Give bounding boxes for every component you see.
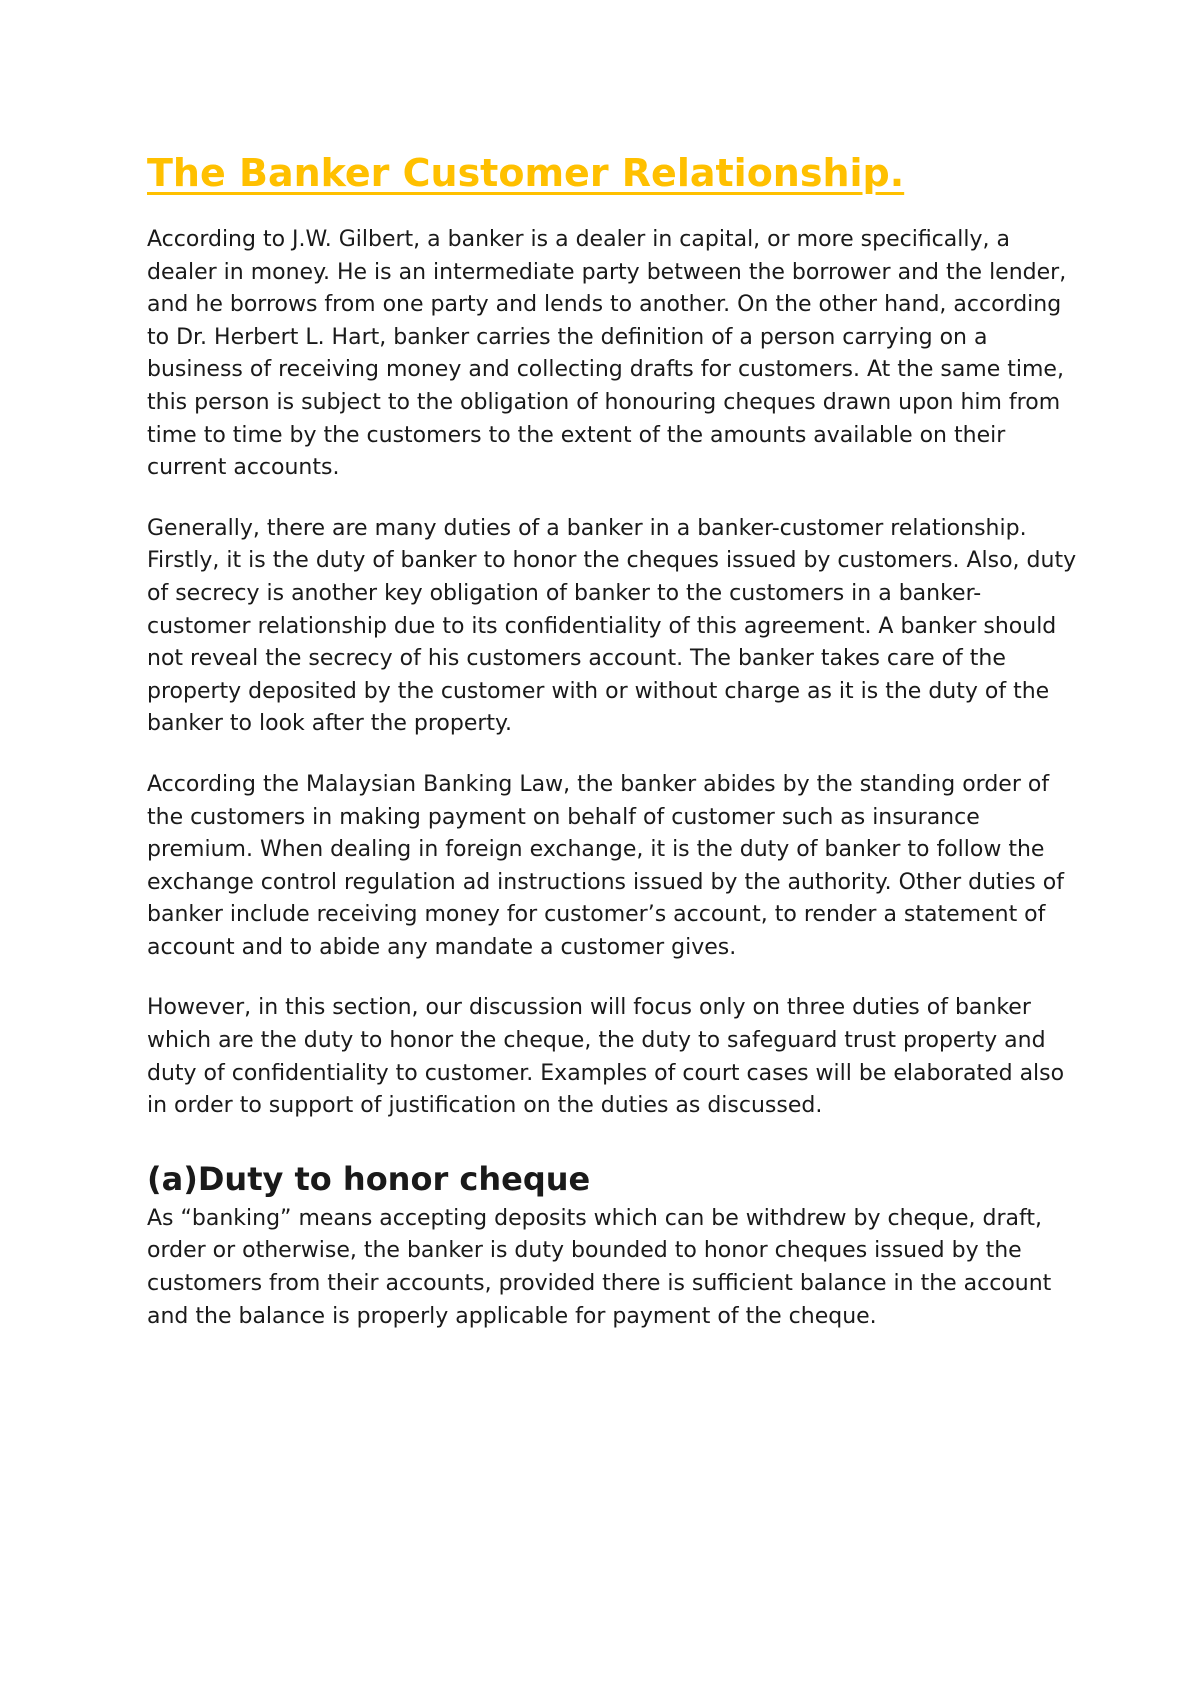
document-page <box>147 150 1077 1361</box>
paragraph-duty-to-honor-cheque: As “banking” means accepting deposits which can be withdrew by cheque, draft, order or otherwise, the banker is duty bounded to honor cheques issued by the customers from their accounts, provided there is sufficient balance in the account and the balance is properly applicable for payment of the cheque. <box>147 1205 1052 1329</box>
section-heading-duty-to-honor-cheque: (a)Duty to honor cheque <box>147 1159 591 1198</box>
paragraph-definition: According to J.W. Gilbert, a banker is a dealer in capital, or more specifically, a dealer in money. He is an intermediate party between the borrower and the lender, and he borrows from one party and lends to another. On the other hand, according to Dr. Herbert L. Hart, banker carries the definition of a person carrying on a business of receiving money and collecting drafts for customers. At the same time, this person is subject to the obligation of honouring cheques drawn upon him from time to time by the customers to the extent of the amounts available on their current accounts. <box>147 227 1067 481</box>
paragraph-duties-overview: Generally, there are many duties of a banker in a banker-customer relationship. Firstly, it is the duty of banker to honor the cheques issued by customers. Also, duty of secrecy is another key obligation of banker to the customers in a banker-customer relationship due to its confidentiality of this agreement. A banker should not reveal the secrecy of his customers account. The banker takes care of the property deposited by the customer with or without charge as it is the duty of the banker to look after the property. <box>147 515 1077 737</box>
document-title: The Banker Customer Relationship. <box>147 151 905 195</box>
paragraph-malaysian-banking-law: According the Malaysian Banking Law, the banker abides by the standing order of the customers in making payment on behalf of customer such as insurance premium. When dealing in foreign exchange, it is the duty of banker to follow the exchange control regulation ad instructions issued by the authority. Other duties of banker include receiving money for customer’s account, to render a statement of account and to abide any mandate a customer gives. <box>147 771 1064 960</box>
paragraph-section-scope: However, in this section, our discussion will focus only on three duties of banker which are the duty to honor the cheque, the duty to safeguard trust property and duty of confidentiality to customer. Examples of court cases will be elaborated also in order to support of justification on the duties as discussed. <box>147 995 1065 1119</box>
